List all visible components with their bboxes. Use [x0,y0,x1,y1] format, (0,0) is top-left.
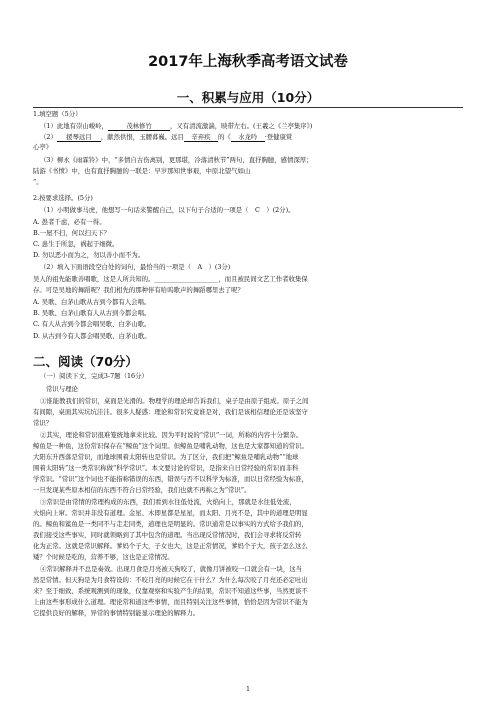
article-line: ①谁能教我们的常识，桌面是光滑的。物理学的理论却告诉我们，桌子是由原子组成。原子之间 [40,397,309,405]
q2-sub1: （1）小明做事马虎，他想写一句话来警醒自己，以下句子合适的一项是（ C ）(2分)。 [40,206,295,214]
q1-line6: ”。 [33,178,43,186]
q2-option-a2: A. 吴歌、白茅山歌从古到今都有人会唱。 [33,298,151,306]
article-line: 围着太阳转”这一类常识称做“科学常识”。本文要讨论的常识，是指来自日常经验的常识而非科 [33,464,299,472]
article-line: 常识？ [33,419,53,427]
article-line: ②其实，理论和常识很难笼统地拿来比较。因为平时说的“常识”一词，所称的内容十分繁杂。 [40,431,303,439]
article-line: 上由这些事形成什么道理。理论常和道这些事情，而且特别关注这些事情，恰恰是因为常识不能为 [33,598,308,606]
q2-option-c2: C. 有人从古到今都会唱吴歌、白茅山歌。 [33,320,151,328]
article-line: 火焰向上窜。常识并非没有道理。金星、木即星都是星星，而太阳、月亮不是，其中的道理是明显 [33,509,308,517]
article-line: ④常识解释并不总是奏效。出现月食是月亮被天狗咬了，就像月饼被咬一口就会有一块，这当 [40,565,303,573]
section2-sub: （一）阅读下文，完成3-7题（16分） [40,372,148,380]
page-number: 1 [246,686,250,693]
section1-rule [33,107,463,108]
article-line: 来？至于细致、系统观测到的现象，仅靠观察和实验产生的结果，常识不知道这些事，当然更谈不 [33,587,308,595]
article-line: ③常识是由常情的常理构成的东西，我们看到水往低处流，火焰向上，那就是水往低处流， [40,498,296,506]
article-line: 矮？个时候是吃的，营养不够，这也是正常情况。 [33,553,174,561]
article-line: 我们接受这些事实，同时就领略到了其中包含的道理。当出现反常情况时，我们会寻求将反常转 [33,531,302,539]
q2-option-a: A. 愚者千虑，必有一得。 [33,218,106,226]
article-line: 学常识。“常识”这个词也不能指称错误的东西，错误与否不以科学为标准，而以日常经验为标准， [33,475,308,483]
exam-title: 2017年上海秋季高考语文试卷 [148,54,348,70]
article-line: 的。鲸鱼和鲨鱼是一类同不与走走同类，道理也是明显的。常识通常是以事实的方式给予我们的， [33,520,308,528]
q2-option-b2: B. 吴歌、白茅山歌有人从古到今都会唱。 [33,309,151,317]
q1-line4: （3）柳永《雨霖铃》中，“多情自古伤离别，更那堪，冷落清秋节”两句，直抒胸臆，感情深厚； [40,156,313,164]
q2-option-c: C. 患生于所忽，祸起于细微。 [33,240,119,248]
q2-option-d2: D. 从古到今有人都会唱吴歌、白茅山歌。 [33,332,151,340]
q2-option-d: D. 勿以恶小而为之，勿以善小而不为。 [33,251,145,259]
answer-blank: 早岁那知世事艰，中原北望气如山 [154,167,251,175]
q1-line1: （1）此地有崇山峻岭， 茂林修竹 ，又有清流激湍，映带左右。(王羲之《兰亭集序》) [40,122,313,130]
article-line: 大阳东升西落是常识，而地球围着太阳转也是常识。为了区分，我们把“鲸鱼是哺乳动物”“地球 [33,453,299,461]
answer-blank: 茂林修竹 [108,122,170,131]
section1-heading: 一、积累与应用（10分） [176,90,320,105]
article-line: 化为正常。这就是常识解释。爹妈个子大，子女也大，这是正常情况，爹妈个子大，孩子怎么这么 [33,542,308,550]
q2-sub2: （2）填入下面语段空白处的词句，最恰当的一项是（ A ）(3分) [40,263,231,271]
q1-line3: 心亭》 [33,143,53,151]
article-title: 常识与理论 [46,385,78,393]
answer-blank: 水龙吟 [231,133,265,142]
article-line: 然是常情。但天狗是为月食特设的：不咬月亮的时候它在干什么？为什么每次咬了月亮还必定吐出 [33,576,308,584]
q2-option-b: B.一屋不扫，何以扫天下？ [33,229,111,237]
section2-heading: 二、阅读（70分） [33,354,138,369]
answer-blank: 辛弃疾 [184,133,218,142]
article-line: 它提供良好的解释，异常的事情特别能显示理论的解释力。 [33,609,200,617]
q1-line5: 陆游《书愤》中，也有直抒胸臆的一联是：早岁那知世事艰，中原北望气如山 [33,167,251,175]
article-line: 鲸鱼是一种鱼，这份常识保存在“鲸鱼”这个词里。但鲸鱼是哺乳动物，这也是大家都知道的常识。 [33,442,308,450]
q1-stem: 1.填空题（5分） [33,110,82,118]
article-line: 有间隙，桌面其实坑坑洼洼。很多人疑惑：理论和常识究竟谁是对，我们是该相信理论还是该坚守 [33,408,308,416]
answer-blank: 援琴远目 [57,133,101,142]
q2-passage-line1: 吴人的祖先能歌善唱歌，这是人所共知的。____________________，而且被民间文艺工作者收集保 [33,275,308,283]
q2-stem: 2.按要求选择。(5分) [33,194,93,202]
q1-line2: （2） 援琴远目 ，献然供恨，玉腰暮巍。远目 辛弃疾 的《 水龙吟 ·登健康赏 [40,133,293,141]
article-line: 一旦发现某些原本相信的东西不符合日常经验，我们也就不再称之为“常识”。 [33,486,251,494]
q2-passage-line2: 存。可是吴地的舞蹈呢？我们相先的那种伴有哈呜歌声的舞蹈哪里去了呢？ [33,286,244,294]
